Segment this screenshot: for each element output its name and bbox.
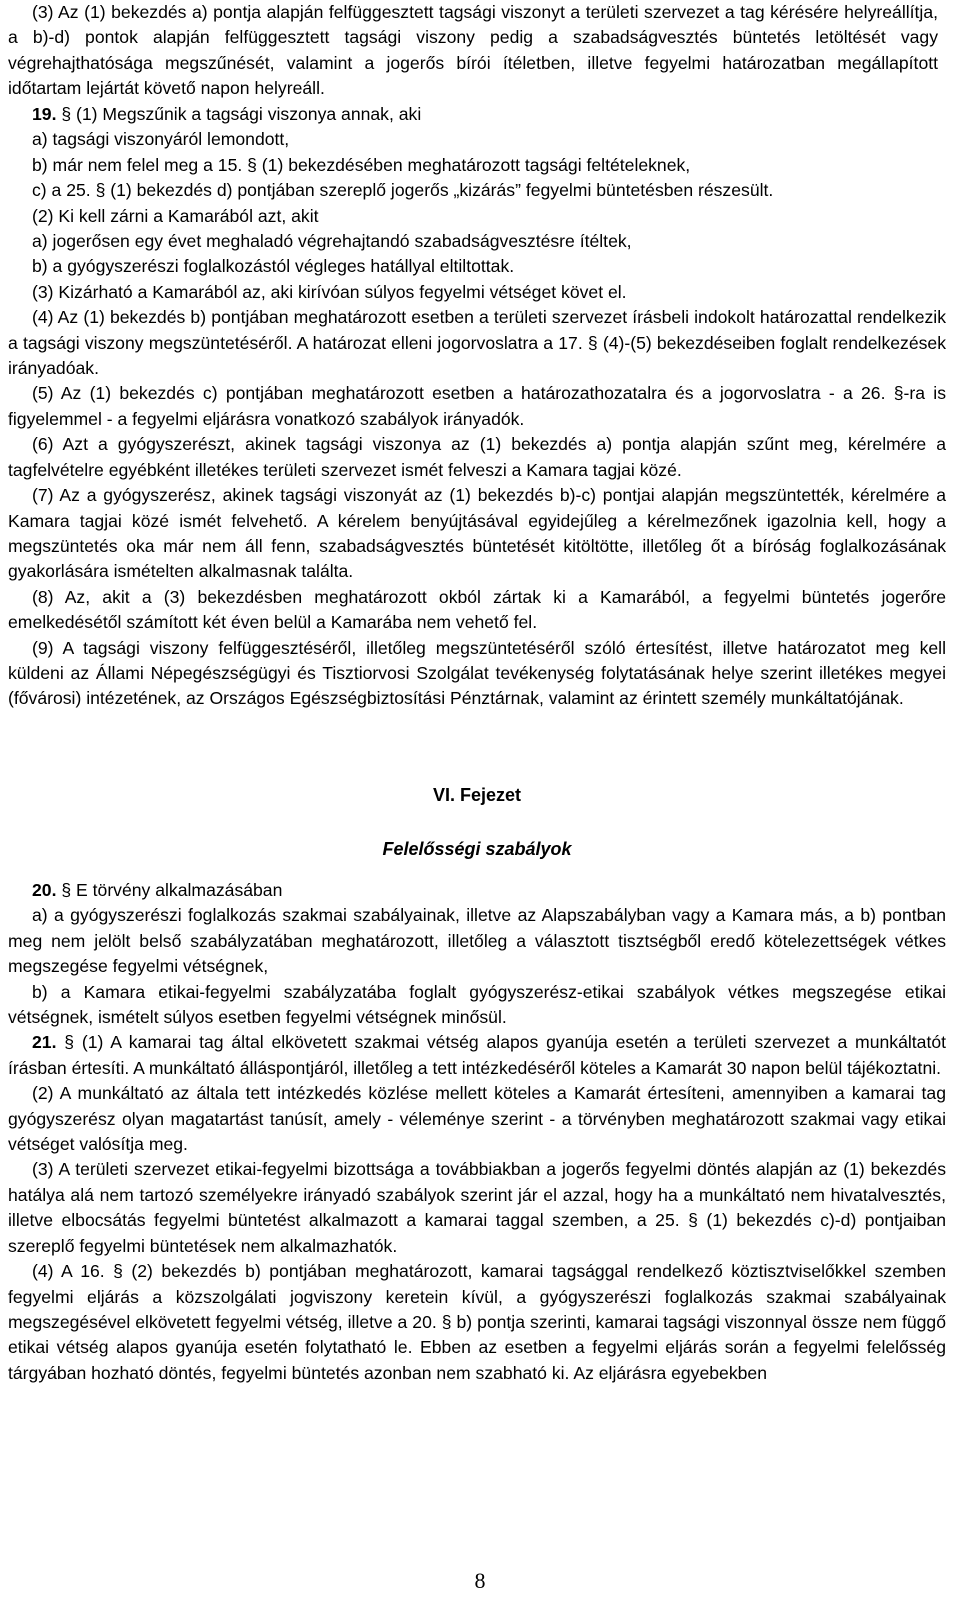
section-19-7: (7) Az a gyógyszerész, akinek tagsági viszonyát az (1) bekezdés b)-c) pontjai alapján megszüntették, kérelmére a Kamara tagjai közé ismét felvehető. A kérelem benyújtásával egyidejűleg a kérelmezőnek igazolnia kell, hogy a megszüntetés oka már nem áll fenn, szabadságvesztés büntetését kitöltötte, illetőleg őt a bíróság foglalkozásának gyakorlására ismételten alkalmasnak találta.: [8, 485, 946, 582]
section-19-1-c: c) a 25. § (1) bekezdés d) pontjában szereplő jogerős „kizárás” fegyelmi büntetésben részesült.: [32, 180, 774, 201]
section-19-1-b: b) már nem felel meg a 15. § (1) bekezdésében meghatározott tagsági feltételeknek,: [32, 154, 691, 175]
section-19-9: (9) A tagsági viszony felfüggesztéséről, illetőleg megszüntetéséről szóló értesítést, illetve határozatot meg kell küldeni az Állami Népegészségügyi és Tisztiorvosi Szolgálat tevékenység folytatásának helye szerint illetékes megyei (fővárosi) intézetének, az Országos Egészségbiztosítási Pénztárnak, valamint az érintett személy munkáltatójának.: [8, 637, 946, 709]
section-21-1: 21. § (1) A kamarai tag által elkövetett szakmai vétség alapos gyanúja esetén a területi szervezet a munkáltatót írásban értesíti. A munkáltató álláspontjáról, illetőleg a tett intézkedéséről köteles a Kamarát 30 napon belül tájékoztatni.: [8, 1032, 947, 1078]
section-20-intro: 20. § E törvény alkalmazásában: [32, 880, 283, 900]
chapter-title: VI. Fejezet: [432, 785, 522, 805]
section-19-intro: 19. § (1) Megszűnik a tagsági viszonya annak, aki: [32, 104, 422, 124]
section-19-3: (3) Kizárható a Kamarából az, aki kirívóan súlyos fegyelmi vétséget követ el.: [32, 281, 627, 302]
section-19-4: (4) Az (1) bekezdés b) pontjában meghatározott esetben a területi szervezet írásbeli indokolt határozattal rendelkezik a tagsági viszony megszüntetéséről. A határozat elleni jogorvoslatra a 17. § (4)-(5) bekezdéseiben foglalt rendelkezések irányadóak.: [8, 307, 946, 379]
section-21-number: 21.: [32, 1032, 57, 1053]
section-19-1-a: a) tagsági viszonyáról lemondott,: [32, 129, 290, 150]
section-19-8: (8) Az, akit a (3) bekezdésben meghatározott okból zártak ki a Kamarából, a fegyelmi büntetés jogerőre emelkedésétől számított két éven belül a Kamarába nem vehető fel.: [8, 586, 946, 633]
section-19-5: (5) Az (1) bekezdés c) pontjában meghatározott esetben a határozathozatalra és a jogorvoslatra - a 26. §-ra is figyelemmel - a fegyelmi eljárásra vonatkozó szabályok irányadók.: [8, 383, 946, 429]
section-21-3: (3) A területi szervezet etikai-fegyelmi bizottsága a továbbiakban a jogerős fegyelmi döntés alapján az (1) bekezdés hatálya alá nem tartozó személyekre irányadó szabályok szerint jár el azzal, hogy ha a munkáltató nem hivatalvesztés, illetve elbocsátás fegyelmi büntetést alkalmazott a kamarai taggal szemben, a 25. § (1) bekezdés c)-d) pontjaiban szereplő fegyelmi büntetések nem alkalmazhatók.: [8, 1159, 946, 1256]
section-21-4: (4) A 16. § (2) bekezdés b) pontjában meghatározott, kamarai tagsággal rendelkező köztisztviselőkkel szemben fegyelmi eljárás a közszolgálati jogviszony keretein kívül, a gyógyszerészi foglalkozás szakmai szabályainak megszegésével elkövetett fegyelmi vétség, illetve a 20. § b) pontja szerinti, kamarai tagsági viszonnyal össze nem függő etikai vétség alapos gyanúja esetén folytatható le. Ebben az esetben a fegyelmi eljárás során a fegyelmi felelősség tárgyában hozható döntés, fegyelmi büntetés azonban nem szabható ki. Az eljárásra egyebekben: [8, 1261, 946, 1383]
section-19-number: 19.: [32, 104, 57, 124]
page-number: 8: [474, 1568, 486, 1593]
section-20-number: 20.: [32, 880, 57, 900]
section-21-2: (2) A munkáltató az általa tett intézkedés közlése mellett köteles a Kamarát értesíteni, amennyiben a kamarai tag gyógyszerész olyan magatartást tanúsít, amely - véleménye szerint - a törvényben meghatározott szakmai vagy etikai vétséget valósítja meg.: [8, 1083, 946, 1155]
chapter-subtitle: Felelősségi szabályok: [382, 839, 572, 859]
section-19: [8, 102, 946, 712]
section-20-b: b) a Kamara etikai-fegyelmi szabályzatába foglalt gyógyszerész-etikai szabályok vétkes megszegése etikai vétségnek, ismételt súlyos esetben fegyelmi vétségnek minősül.: [8, 981, 946, 1028]
paragraph-18-3: (3) Az (1) bekezdés a) pontja alapján felfüggesztett tagsági viszonyt a területi szervezet a tag kérésére helyreállítja, a b)-d) pontok alapján felfüggesztett tagsági viszony pedig a szabadságvesztés büntetés letöltését vagy végrehajthatósága megszűnését, valamint a jogerős bírói ítéletben, illetve fegyelmi határozatban megállapított időtartam lejártát követő napon helyreáll.: [8, 2, 938, 99]
section-19-2-b: b) a gyógyszerészi foglalkozástól végleges hatállyal eltiltottak.: [32, 256, 515, 277]
section-19-6: (6) Azt a gyógyszerészt, akinek tagsági viszonya az (1) bekezdés a) pontja alapján szűnt meg, kérelmére a tagfelvételre egyébként illetékes területi szervezet ismét felveszi a Kamara tagjai közé.: [8, 434, 946, 480]
section-19-2: (2) Ki kell zárni a Kamarából azt, akit: [32, 205, 319, 226]
section-20-a: a) a gyógyszerészi foglalkozás szakmai szabályainak, illetve az Alapszabályban vagy a Kamara más, a b) pontban meg nem jelölt belső szabályzatában meghatározott, illetőleg a választott tisztségből eredő kötelezettségek vétkes megszegése fegyelmi vétségnek,: [8, 905, 946, 977]
section-19-2-a: a) jogerősen egy évet meghaladó végrehajtandó szabadságvesztésre ítéltek,: [32, 231, 632, 252]
sections-20-21: [8, 878, 946, 1386]
